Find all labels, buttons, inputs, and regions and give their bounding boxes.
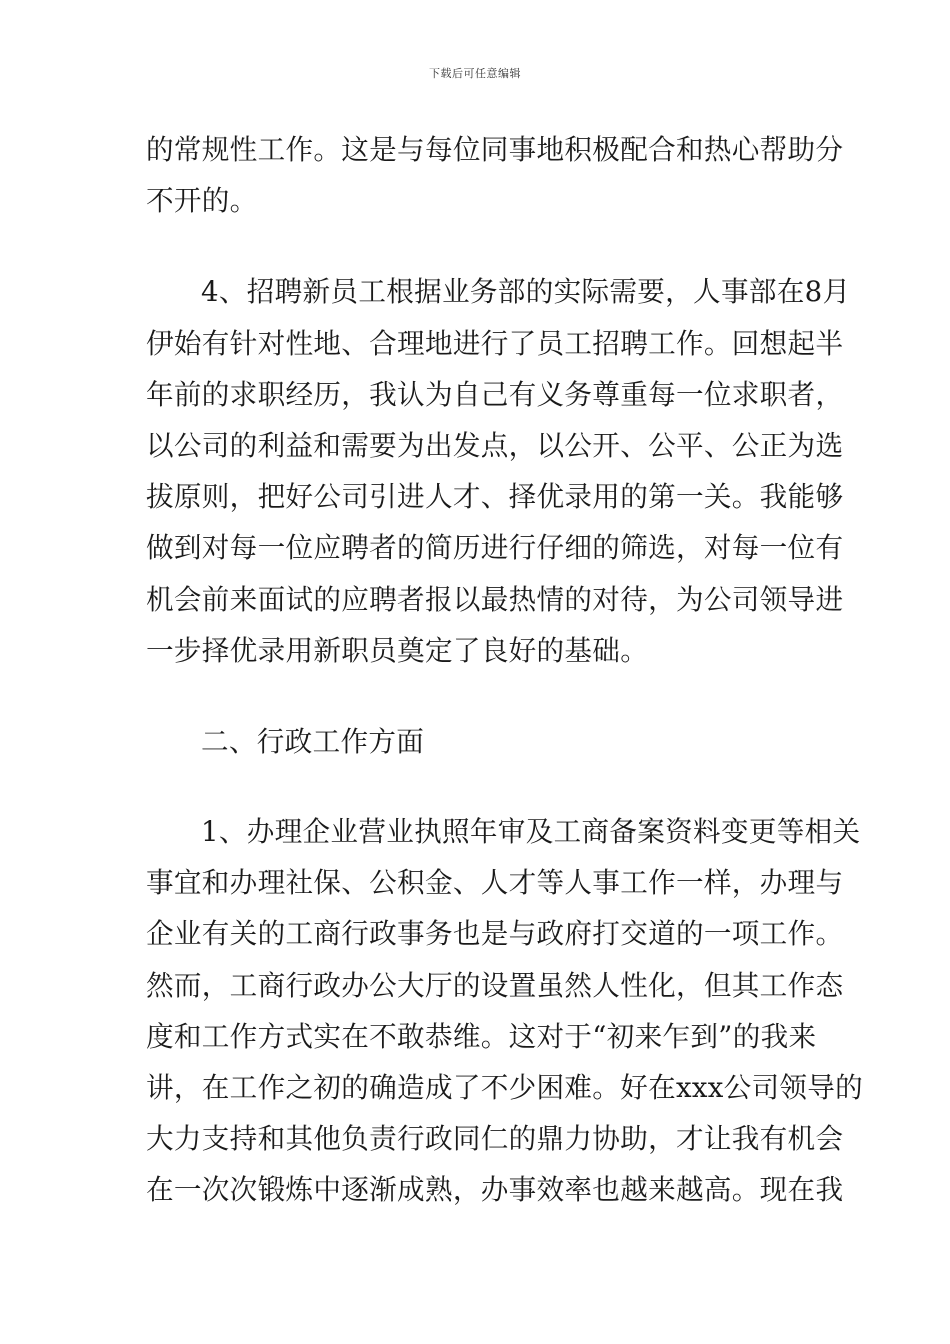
paragraph-admin-affairs: [146, 806, 864, 1216]
text-line: 年前的求职经历，我认为自己有义务尊重每一位求职者，: [146, 377, 844, 411]
paragraph-recruitment: [146, 266, 851, 676]
text-line: 做到对每一位应聘者的简历进行仔细的筛选，对每一位有: [146, 531, 844, 565]
text-line: 在一次次锻炼中逐渐成熟，办事效率也越来越高。现在我: [146, 1173, 844, 1207]
page-header-note: 下载后可任意编辑: [429, 67, 521, 80]
paragraph-spacing: [146, 676, 808, 716]
paragraph-continued: [146, 124, 844, 226]
text-line: 一步择优录用新职员奠定了良好的基础。: [146, 633, 649, 667]
text-line: 然而，工商行政办公大厅的设置虽然人性化，但其工作态: [146, 968, 844, 1002]
text-line: 大力支持和其他负责行政同仁的鼎力协助，才让我有机会: [146, 1122, 844, 1156]
document-body: [146, 124, 864, 1216]
text-line: 伊始有针对性地、合理地进行了员工招聘工作。回想起半: [146, 326, 844, 360]
text-line: 拔原则，把好公司引进人才、择优录用的第一关。我能够: [146, 480, 844, 514]
text-line: 4、招聘新员工根据业务部的实际需要，人事部在8月: [201, 275, 851, 309]
text-line: 以公司的利益和需要为出发点，以公开、公平、公正为选: [146, 428, 844, 462]
section-title: 二、行政工作方面: [201, 724, 425, 758]
text-line: 机会前来面试的应聘者报以最热情的对待，为公司领导进: [146, 582, 844, 616]
text-line: 讲，在工作之初的确造成了不少困难。好在xxx公司领导的: [146, 1071, 864, 1104]
text-line: 不开的。: [146, 184, 258, 218]
text-line: 的常规性工作。这是与每位同事地积极配合和热心帮助分: [146, 133, 844, 166]
paragraph-spacing: [146, 226, 808, 266]
text-line: 企业有关的工商行政事务也是与政府打交道的一项工作。: [146, 917, 844, 951]
section-heading: [146, 716, 808, 767]
paragraph-spacing: [146, 767, 808, 806]
text-line: 事宜和办理社保、公积金、人才等人事工作一样，办理与: [146, 866, 844, 900]
text-line: 度和工作方式实在不敢恭维。这对于“初来乍到”的我来: [146, 1019, 817, 1053]
text-line: 1、办理企业营业执照年审及工商备案资料变更等相关: [201, 815, 861, 849]
